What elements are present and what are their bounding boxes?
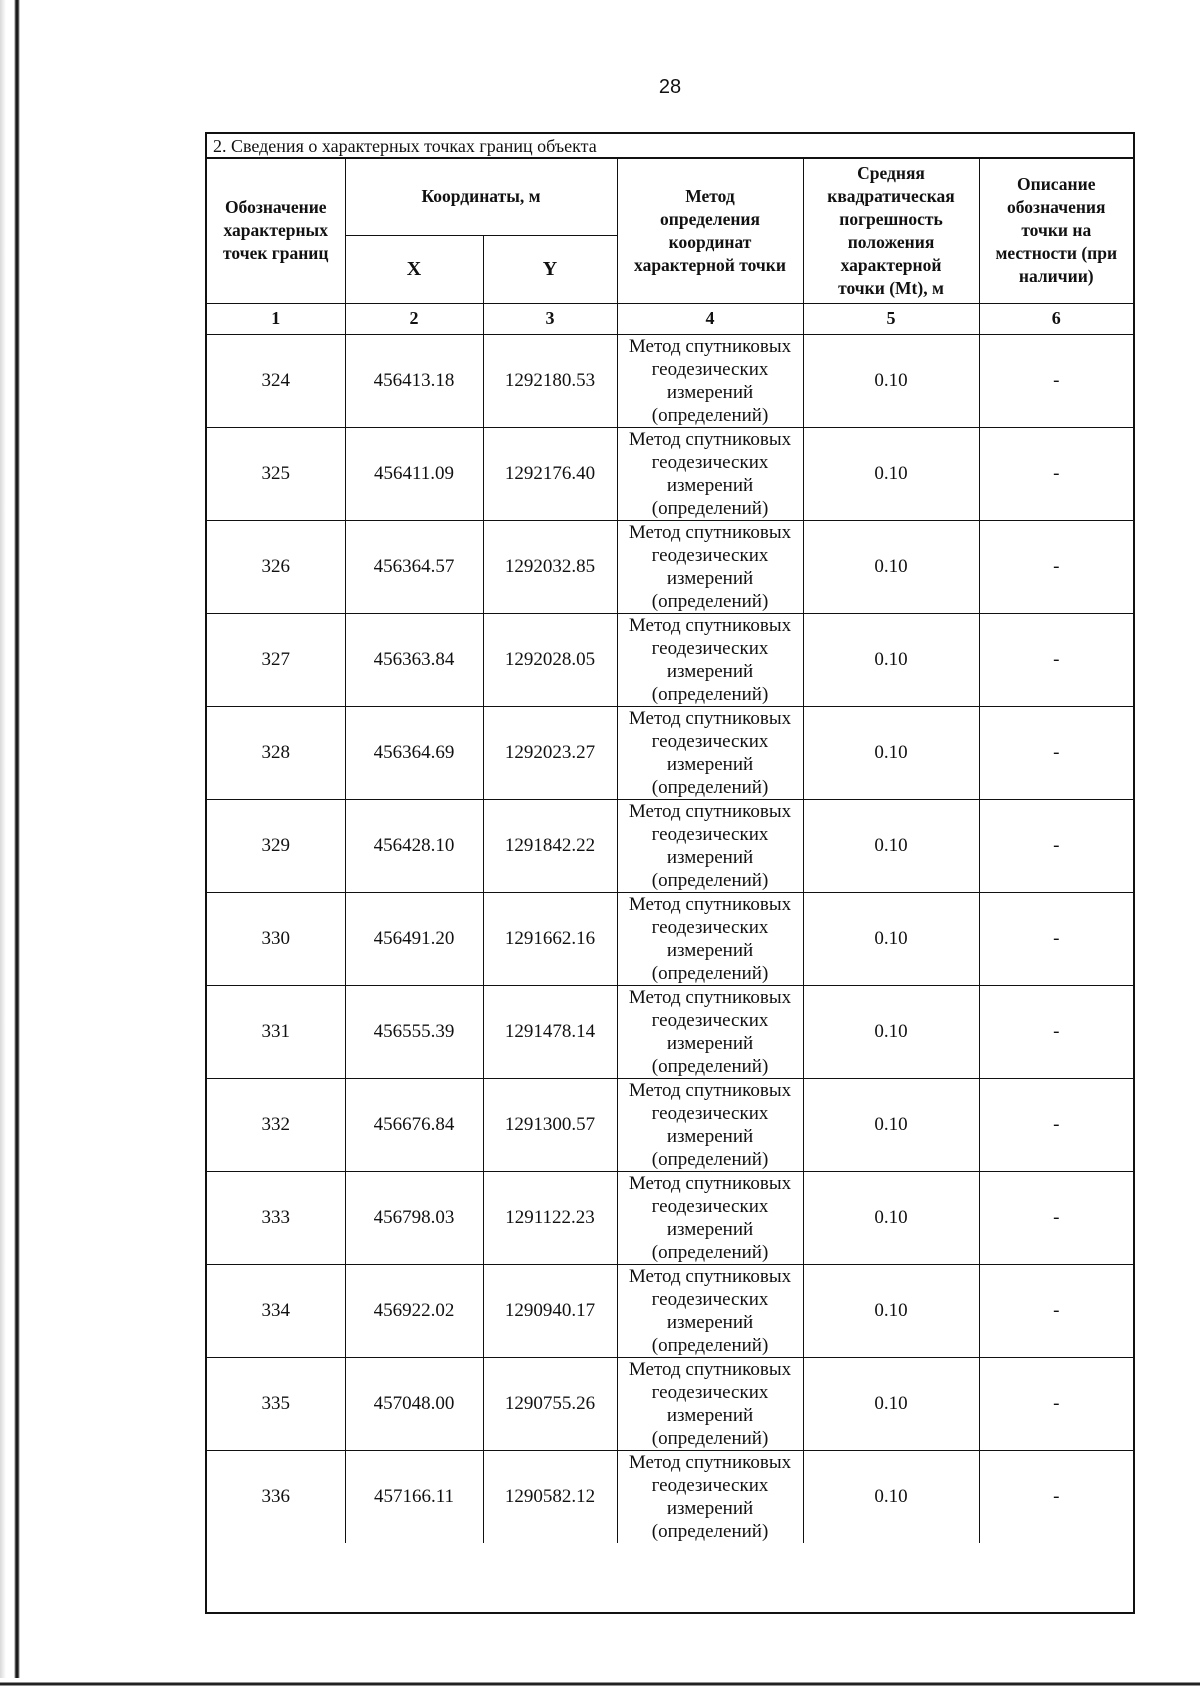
coordinate-y: 1290755.26 <box>483 1357 617 1450</box>
coordinate-x: 456364.69 <box>345 706 483 799</box>
method-text: (определений) <box>651 497 769 519</box>
point-number: 326 <box>207 520 345 613</box>
header-point-description: Описание обозначения точки на местности (при наличии) <box>979 159 1133 303</box>
method-text: Метод спутниковых <box>628 521 792 543</box>
point-description: - <box>979 1078 1133 1171</box>
coordinate-x: 456922.02 <box>345 1264 483 1357</box>
coordinate-x: 456676.84 <box>345 1078 483 1171</box>
column-number: 4 <box>617 303 803 334</box>
point-number: 335 <box>207 1357 345 1450</box>
coordinate-y: 1292023.27 <box>483 706 617 799</box>
table-row <box>207 427 1133 520</box>
point-number: 329 <box>207 799 345 892</box>
coordinate-y: 1292176.40 <box>483 427 617 520</box>
boundary-points-table <box>207 159 1133 1543</box>
method-cell <box>617 427 803 520</box>
point-description: - <box>979 706 1133 799</box>
point-description: - <box>979 799 1133 892</box>
point-description: - <box>979 985 1133 1078</box>
header-method: Метод определения координат характерной точки <box>617 159 803 303</box>
column-number: 5 <box>803 303 979 334</box>
method-cell <box>617 1264 803 1357</box>
method-text: геодезических <box>651 544 769 566</box>
method-text: Метод спутниковых <box>628 800 792 822</box>
coordinate-x: 457048.00 <box>345 1357 483 1450</box>
method-text: (определений) <box>651 590 769 612</box>
method-text: Метод спутниковых <box>628 428 792 450</box>
mean-square-error: 0.10 <box>803 1450 979 1543</box>
table-row <box>207 334 1133 427</box>
mean-square-error: 0.10 <box>803 334 979 427</box>
method-text: измерений <box>666 1032 754 1054</box>
mean-square-error: 0.10 <box>803 1264 979 1357</box>
mean-square-error: 0.10 <box>803 1078 979 1171</box>
coordinate-y: 1292028.05 <box>483 613 617 706</box>
method-text: измерений <box>666 660 754 682</box>
method-cell <box>617 892 803 985</box>
point-description: - <box>979 520 1133 613</box>
method-text: (определений) <box>651 404 769 426</box>
page-number: 28 <box>658 76 682 98</box>
coordinate-y: 1291300.57 <box>483 1078 617 1171</box>
column-number: 2 <box>345 303 483 334</box>
method-text: (определений) <box>651 683 769 705</box>
point-number: 330 <box>207 892 345 985</box>
method-text: измерений <box>666 753 754 775</box>
coordinate-x: 456413.18 <box>345 334 483 427</box>
method-text: Метод спутниковых <box>628 1172 792 1194</box>
mean-square-error: 0.10 <box>803 1357 979 1450</box>
method-cell <box>617 706 803 799</box>
mean-square-error: 0.10 <box>803 613 979 706</box>
method-text: (определений) <box>651 1055 769 1077</box>
method-text: измерений <box>666 1497 754 1519</box>
point-number: 324 <box>207 334 345 427</box>
scan-edge-bottom <box>0 1678 1200 1688</box>
method-cell <box>617 520 803 613</box>
point-number: 333 <box>207 1171 345 1264</box>
method-text: измерений <box>666 567 754 589</box>
coordinate-x: 456364.57 <box>345 520 483 613</box>
column-number: 1 <box>207 303 345 334</box>
method-cell <box>617 1450 803 1543</box>
method-text: Метод спутниковых <box>628 1451 792 1473</box>
section-title: 2. Сведения о характерных точках границ объекта <box>207 134 1133 159</box>
table-row <box>207 985 1133 1078</box>
method-text: геодезических <box>651 1195 769 1217</box>
method-text: (определений) <box>651 1148 769 1170</box>
point-description: - <box>979 1171 1133 1264</box>
table-body <box>207 334 1133 1543</box>
method-text: Метод спутниковых <box>628 614 792 636</box>
method-text: (определений) <box>651 1334 769 1356</box>
point-number: 331 <box>207 985 345 1078</box>
coordinate-x: 456428.10 <box>345 799 483 892</box>
coordinate-x: 456491.20 <box>345 892 483 985</box>
point-number: 325 <box>207 427 345 520</box>
method-cell <box>617 613 803 706</box>
mean-square-error: 0.10 <box>803 427 979 520</box>
point-description: - <box>979 1264 1133 1357</box>
coordinate-y: 1290940.17 <box>483 1264 617 1357</box>
header-row-top <box>207 159 1133 235</box>
table-row <box>207 1264 1133 1357</box>
coordinate-y: 1292180.53 <box>483 334 617 427</box>
point-description: - <box>979 427 1133 520</box>
table-row <box>207 1357 1133 1450</box>
method-cell <box>617 1357 803 1450</box>
method-text: (определений) <box>651 962 769 984</box>
document-sheet <box>205 132 1135 1614</box>
point-number: 336 <box>207 1450 345 1543</box>
point-number: 327 <box>207 613 345 706</box>
method-text: геодезических <box>651 1102 769 1124</box>
point-number: 332 <box>207 1078 345 1171</box>
method-text: геодезических <box>651 1009 769 1031</box>
method-text: Метод спутниковых <box>628 893 792 915</box>
coordinate-y: 1290582.12 <box>483 1450 617 1543</box>
method-text: геодезических <box>651 1381 769 1403</box>
coordinate-y: 1291478.14 <box>483 985 617 1078</box>
point-number: 334 <box>207 1264 345 1357</box>
table-row <box>207 1450 1133 1543</box>
method-text: (определений) <box>651 1520 769 1542</box>
header-point-designation: Обозначение характерных точек границ <box>207 159 345 303</box>
mean-square-error: 0.10 <box>803 706 979 799</box>
method-cell <box>617 334 803 427</box>
coordinate-x: 456798.03 <box>345 1171 483 1264</box>
method-text: (определений) <box>651 1427 769 1449</box>
table-row <box>207 1171 1133 1264</box>
method-text: Метод спутниковых <box>628 1358 792 1380</box>
method-text: измерений <box>666 939 754 961</box>
method-text: геодезических <box>651 358 769 380</box>
table-row <box>207 892 1133 985</box>
point-number: 328 <box>207 706 345 799</box>
method-text: геодезических <box>651 730 769 752</box>
header-x: X <box>345 235 483 303</box>
header-coordinates: Координаты, м <box>345 159 617 235</box>
header-mean-square-error: Средняя квадратическая погрешность положения характерной точки (Mt), м <box>803 159 979 303</box>
table-row <box>207 799 1133 892</box>
method-cell <box>617 799 803 892</box>
coordinate-x: 456363.84 <box>345 613 483 706</box>
coordinate-y: 1291842.22 <box>483 799 617 892</box>
method-text: геодезических <box>651 916 769 938</box>
header-y: Y <box>483 235 617 303</box>
table-row <box>207 706 1133 799</box>
table-row <box>207 613 1133 706</box>
column-number: 3 <box>483 303 617 334</box>
coordinate-y: 1291122.23 <box>483 1171 617 1264</box>
method-text: (определений) <box>651 776 769 798</box>
point-description: - <box>979 613 1133 706</box>
table-row <box>207 1078 1133 1171</box>
coordinate-x: 457166.11 <box>345 1450 483 1543</box>
method-text: измерений <box>666 846 754 868</box>
method-text: Метод спутниковых <box>628 986 792 1008</box>
mean-square-error: 0.10 <box>803 985 979 1078</box>
method-text: измерений <box>666 474 754 496</box>
method-text: геодезических <box>651 823 769 845</box>
method-text: геодезических <box>651 1288 769 1310</box>
method-text: измерений <box>666 1218 754 1240</box>
method-text: измерений <box>666 1311 754 1333</box>
coordinate-x: 456555.39 <box>345 985 483 1078</box>
mean-square-error: 0.10 <box>803 1171 979 1264</box>
method-text: измерений <box>666 381 754 403</box>
method-text: измерений <box>666 1404 754 1426</box>
point-description: - <box>979 1450 1133 1543</box>
method-text: измерений <box>666 1125 754 1147</box>
method-cell <box>617 985 803 1078</box>
column-numbers-row <box>207 303 1133 334</box>
column-number: 6 <box>979 303 1133 334</box>
mean-square-error: 0.10 <box>803 892 979 985</box>
mean-square-error: 0.10 <box>803 520 979 613</box>
point-description: - <box>979 1357 1133 1450</box>
method-text: Метод спутниковых <box>628 1079 792 1101</box>
method-cell <box>617 1171 803 1264</box>
point-description: - <box>979 334 1133 427</box>
coordinate-y: 1292032.85 <box>483 520 617 613</box>
method-text: (определений) <box>651 1241 769 1263</box>
point-description: - <box>979 892 1133 985</box>
mean-square-error: 0.10 <box>803 799 979 892</box>
method-text: Метод спутниковых <box>628 335 792 357</box>
method-text: (определений) <box>651 869 769 891</box>
method-text: Метод спутниковых <box>628 1265 792 1287</box>
table-row <box>207 520 1133 613</box>
method-text: Метод спутниковых <box>628 707 792 729</box>
method-text: геодезических <box>651 451 769 473</box>
method-text: геодезических <box>651 637 769 659</box>
coordinate-x: 456411.09 <box>345 427 483 520</box>
method-text: геодезических <box>651 1474 769 1496</box>
method-cell <box>617 1078 803 1171</box>
coordinate-y: 1291662.16 <box>483 892 617 985</box>
scan-edge-left <box>0 0 22 1688</box>
